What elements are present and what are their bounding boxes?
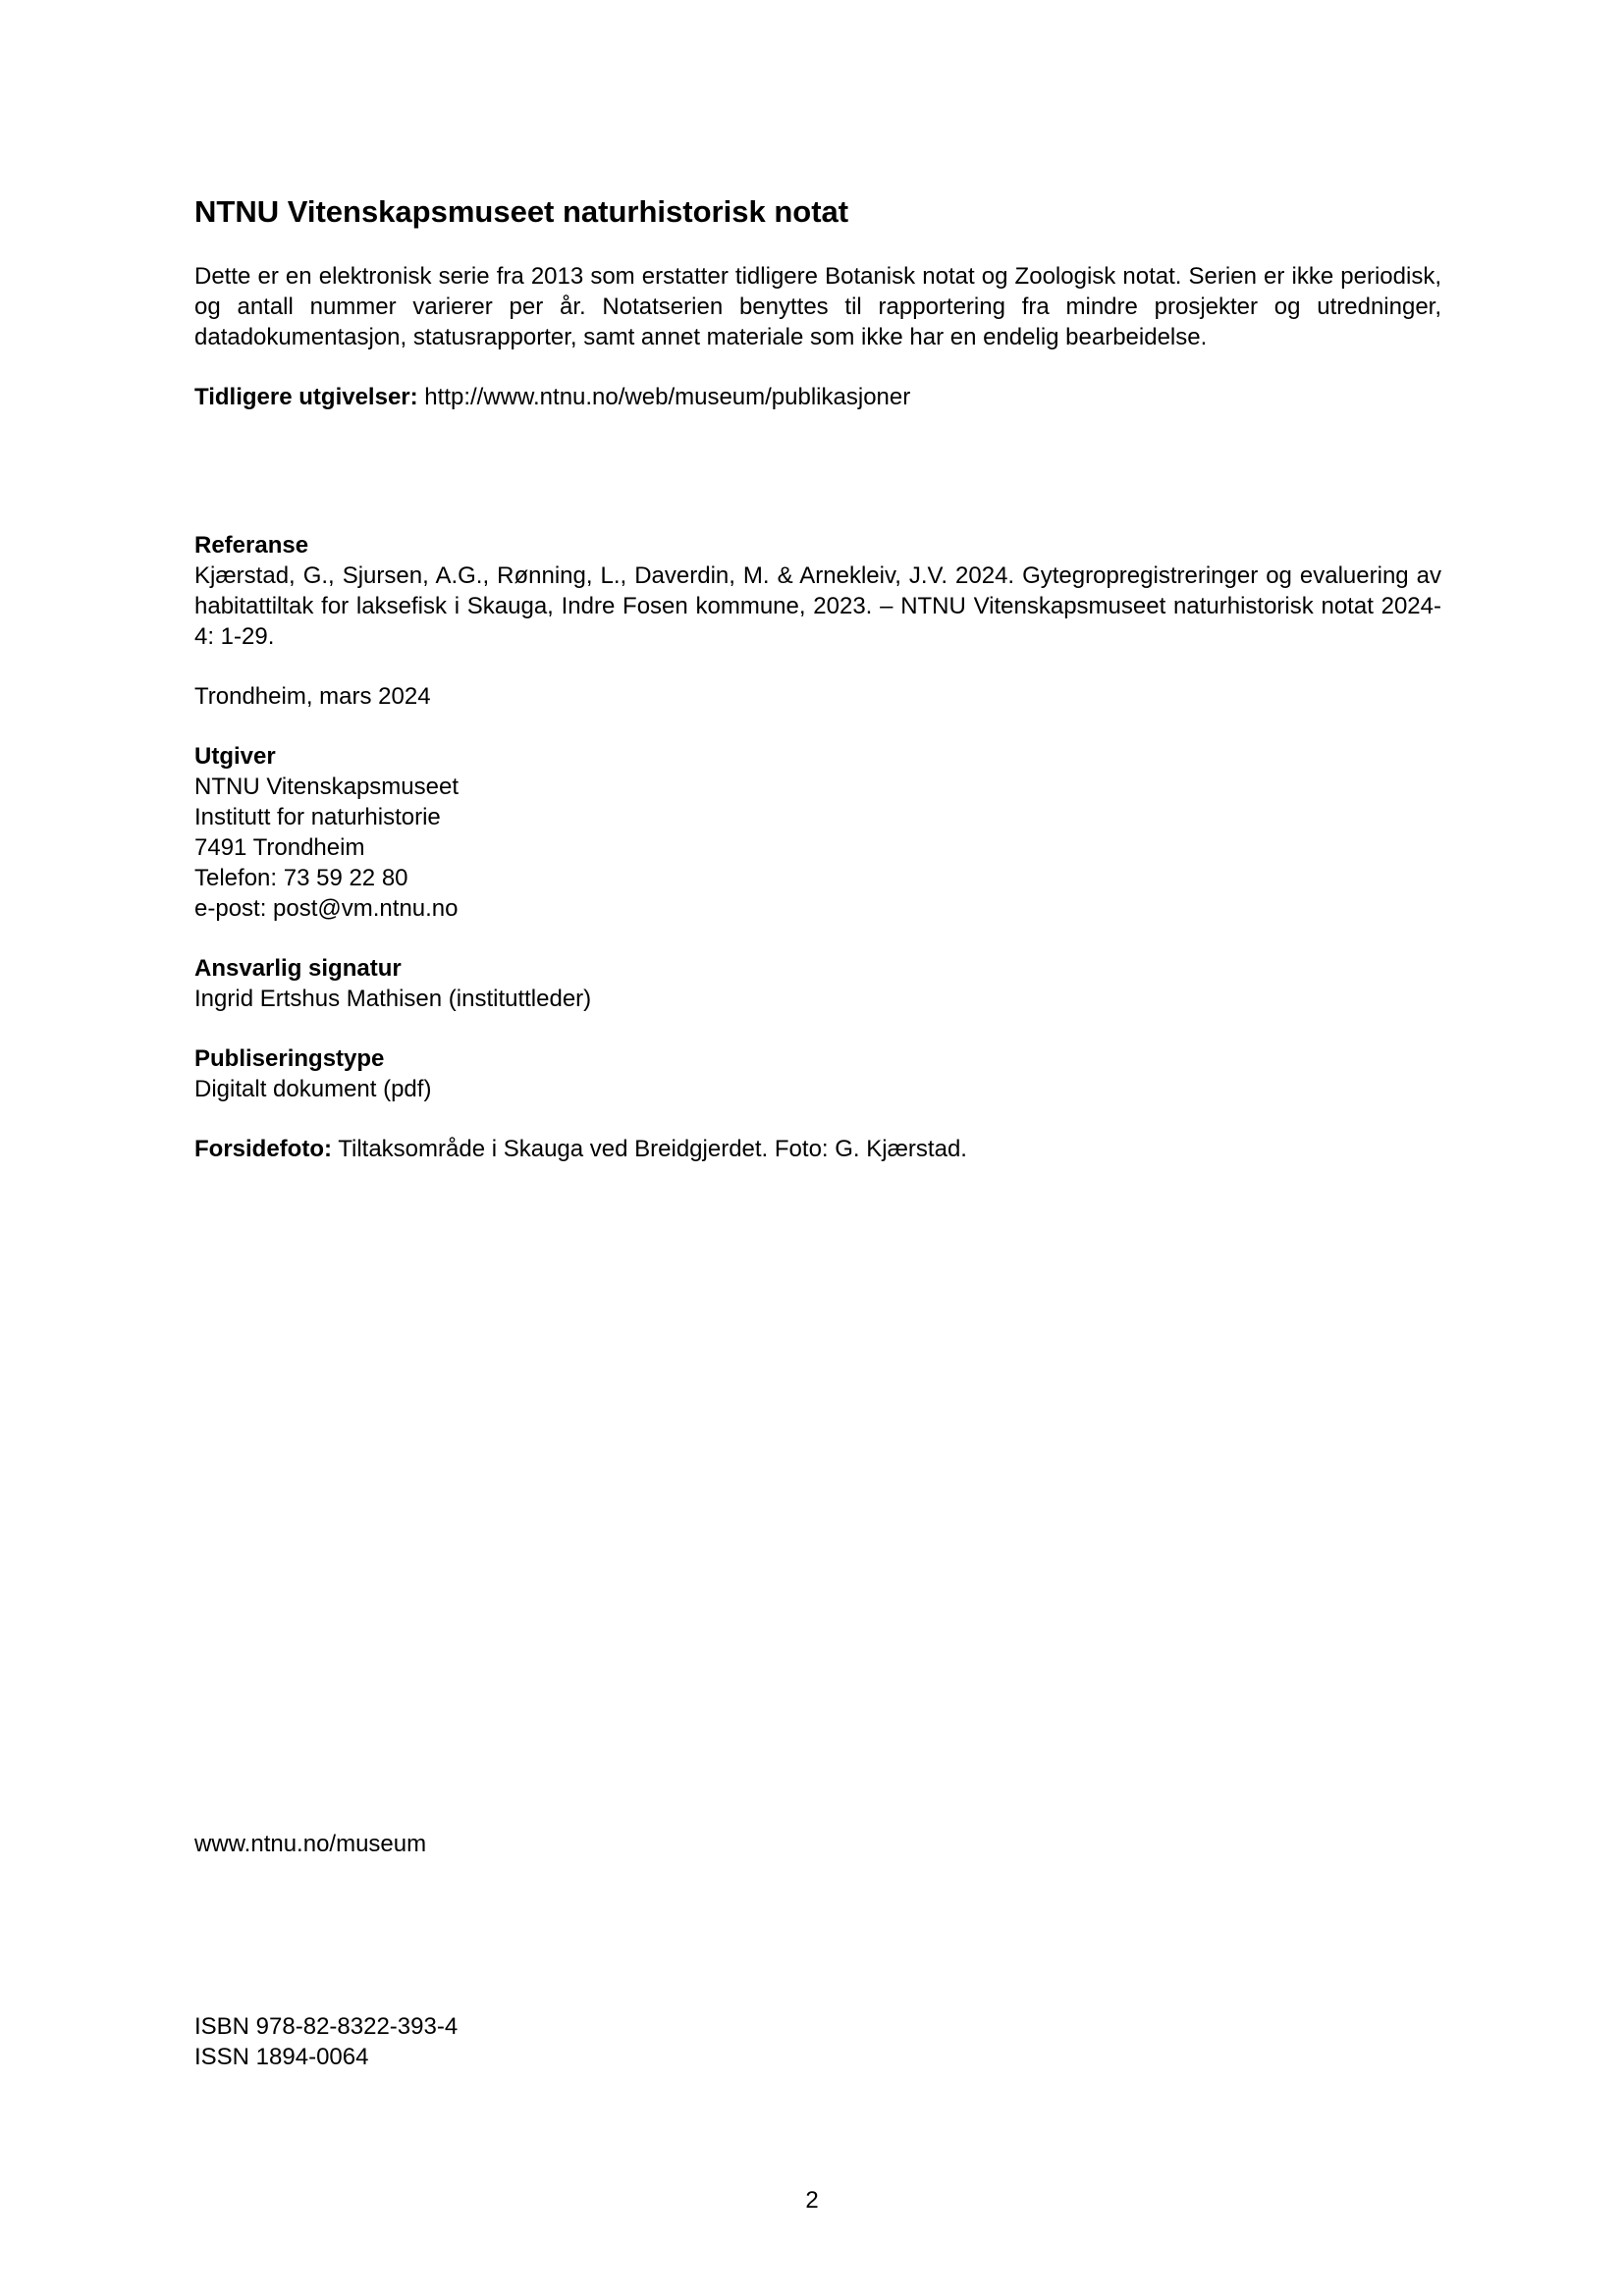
isbn-section [194,2011,458,2072]
cover-photo-label: Forsidefoto: [194,1136,332,1162]
signature-label: Ansvarlig signatur [194,955,402,982]
issn: ISSN 1894-0064 [194,2044,369,2070]
publisher-section [194,741,1441,924]
intro-paragraph: Dette er en elektronisk serie fra 2013 som erstatter tidligere Botanisk notat og Zoologisk notat. Serien er ikke periodisk, og antall nummer varierer per år. Notatserien benyttes til rapportering fra mindre prosjekter og utredninger, datadokumentasjon, statusrapporter, samt annet materiale som ikke har en endelig bearbeidelse. [194,263,1441,350]
page-content [194,192,1441,1164]
publisher-line: 7491 Trondheim [194,834,365,861]
place-date: Trondheim, mars 2024 [194,683,431,710]
page-number: 2 [805,2187,819,2214]
reference-section [194,530,1441,652]
pubtype-section [194,1043,1441,1104]
pubtype-text: Digitalt dokument (pdf) [194,1076,432,1102]
page-title: NTNU Vitenskapsmuseet naturhistorisk notat [194,194,849,229]
signature-section [194,953,1441,1014]
publisher-line: NTNU Vitenskapsmuseet [194,774,459,800]
publisher-label: Utgiver [194,743,276,770]
previous-publications-label: Tidligere utgivelser: [194,384,418,410]
cover-photo [194,1134,1441,1164]
reference-text: Kjærstad, G., Sjursen, A.G., Rønning, L., Daverdin, M. & Arnekleiv, J.V. 2024. Gytegropregistreringer og evaluering av habitattiltak for laksefisk i Skauga, Indre Fosen kommune, 2023. – NTNU Vitenskapsmuseet naturhistorisk notat 2024-4: 1-29. [194,562,1441,650]
publisher-email[interactable]: e-post: post@vm.ntnu.no [194,895,459,922]
publisher-phone: Telefon: 73 59 22 80 [194,865,408,891]
pubtype-label: Publiseringstype [194,1045,385,1072]
isbn: ISBN 978-82-8322-393-4 [194,2013,459,2040]
cover-photo-text: Tiltaksområde i Skauga ved Breidgjerdet. Foto: G. Kjærstad. [338,1136,967,1162]
previous-publications [194,382,1441,412]
publisher-line: Institutt for naturhistorie [194,804,441,830]
reference-label: Referanse [194,532,309,559]
website-link[interactable]: www.ntnu.no/museum [194,1831,427,1857]
previous-publications-url[interactable]: http://www.ntnu.no/web/museum/publikasjoner [424,384,911,410]
signature-text: Ingrid Ertshus Mathisen (instituttleder) [194,986,592,1012]
